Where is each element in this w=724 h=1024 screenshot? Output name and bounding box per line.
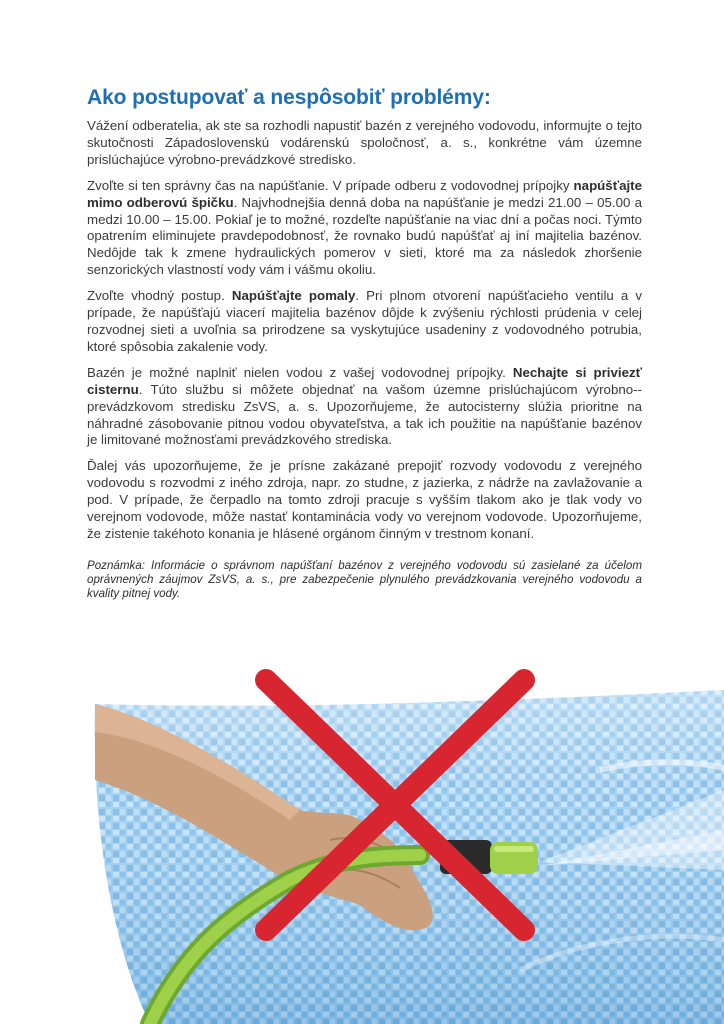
paragraph-cistern [87, 365, 642, 450]
paragraph-method-text-c: . Pri plnom otvorení napúšťacieho ventilu a v prípade, že napúšťajú viacerí majitelia bazénov dôjde k zvýšeniu rýchlosti prúdenia v celej rozvodnej sieti a uvoľnia sa prirodzene sa vyskytujúce usadeniny z vodovodného potrubia, ktoré spôsobia zakalenie vody. [87, 288, 642, 354]
paragraph-timing [87, 178, 642, 279]
paragraph-cistern-text-c: . Túto službu si môžete objednať na vašom územne prislúchajúcom výrobno--prevádzkovom stredisku ZsVS, a. s. Upozorňujeme, že autocisterny slúžia prioritne na náhradné zásobovanie pitnou vodou obyvateľstva, a tak ich použitie na napúšťanie bazénov je limitované možnosťami prevádzkového strediska. [87, 381, 642, 448]
paragraph-method-text-a: Zvoľte vhodný postup. [87, 288, 232, 304]
paragraph-cistern-text-a: Bazén je možné naplniť nielen vodou z vašej vodovodnej prípojky. [87, 364, 513, 380]
pool-hose-illustration [0, 640, 724, 1024]
article [87, 86, 642, 610]
paragraph-method-emphasis: Napúšťajte pomaly [231, 288, 356, 304]
paragraph-timing-text-a: Zvoľte si ten správny čas na napúšťanie. V prípade odberu z vodovodnej prípojky [87, 177, 574, 193]
paragraph-warning: Ďalej vás upozorňujeme, že je prísne zakázané prepojiť rozvody vodovodu z verejného vodovodu s rozvodmi z iného zdroja, napr. zo studne, z jazierka, z nádrže na zavlažovanie a pod. V prípade, že čerpadlo na tomto zdroji pracuje s vyšším tlakom ako je tlak vody vo verejnom vodovode, môže nastať kontaminácia vody vo verejnom vodovode. Upozorňujeme, že zistenie takéhoto konania je hlásené orgánom činným v trestnom konaní. [87, 458, 642, 541]
paragraph-method [87, 288, 642, 356]
page-title: Ako postupovať a nespôsobiť problémy: [87, 86, 491, 109]
paragraph-timing-emphasis: napúšťajte mimo odberovú špičku [87, 177, 642, 210]
paragraph-timing-text-c: . Najvhodnejšia denná doba na napúšťanie je medzi 21.00 – 05.00 a medzi 10.00 – 15.00. Pokiaľ je to možné, rozdeľte napúšťanie na viac dní a počas noci. Týmto opatrením eliminujete pravdepodobnosť, že rovnako budú napúšťať aj iní majitelia bazénov. Nedôjde tak k zmene hydraulických pomerov v sieti, ktoré ma za následok zhoršenie senzorických vlastností vody vám i vášmu okoliu. [87, 194, 642, 278]
footnote: Poznámka: Informácie o správnom napúšťaní bazénov z verejného vodovodu sú zasielané za účelom oprávnených záujmov ZsVS, a. s., pre zabezpečenie plynulého prevádzkovania verejného vodovodu a kvality pitnej vody. [87, 558, 642, 600]
paragraph-cistern-emphasis: Nechajte si priviezť cisternu [87, 364, 642, 397]
paragraph-intro: Vážení odberatelia, ak ste sa rozhodli napustiť bazén z verejného vodovodu, informujte o tejto skutočnosti Západoslovenskú vodárenskú spoločnosť, a. s., konkrétne vám územne prislúchajúce výrobno-prevádzkové stredisko. [87, 118, 642, 167]
